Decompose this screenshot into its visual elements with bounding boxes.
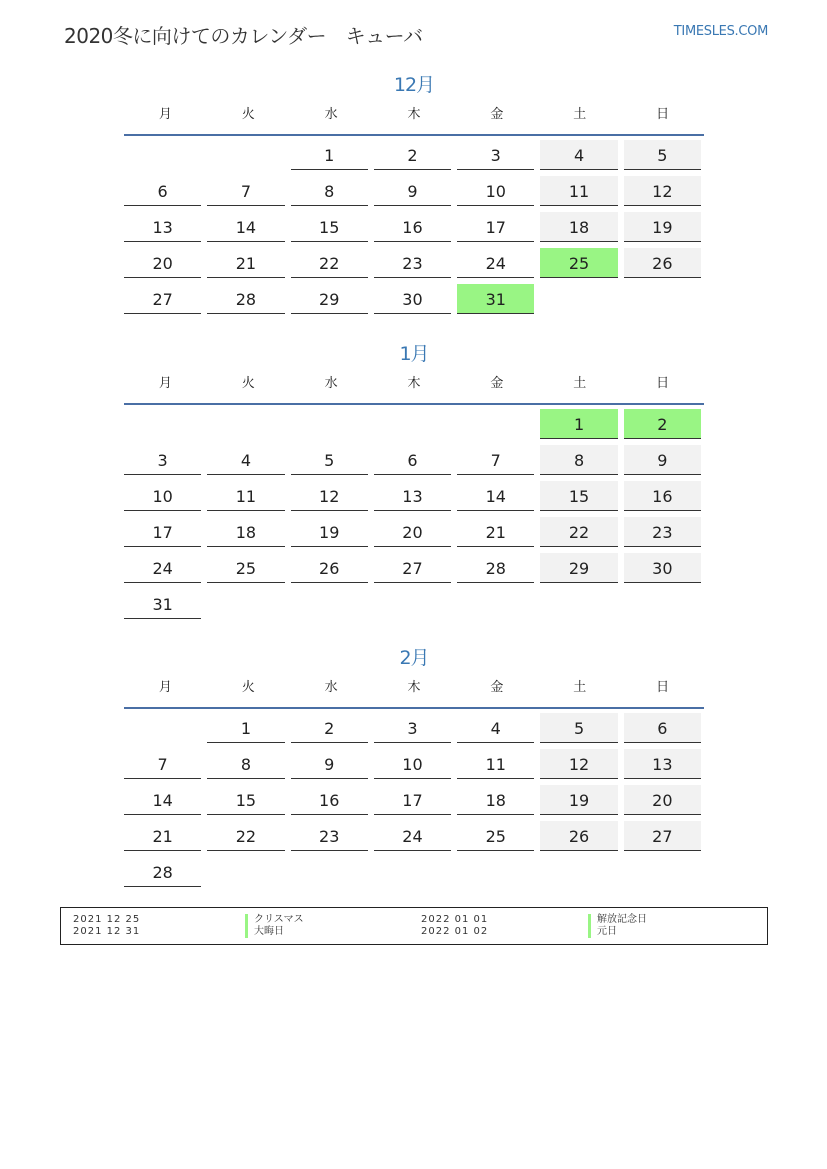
weekday-label: 金 <box>490 376 504 391</box>
day-cell[interactable]: 9 <box>624 445 701 475</box>
day-cell[interactable]: 3 <box>374 713 451 743</box>
day-cell[interactable]: 14 <box>124 785 201 815</box>
day-cell[interactable]: 16 <box>291 785 368 815</box>
weekday-label: 火 <box>241 107 255 122</box>
week-row <box>124 280 704 316</box>
day-cell[interactable]: 9 <box>374 176 451 206</box>
day-cell[interactable]: 21 <box>124 821 201 851</box>
weekday-label: 火 <box>241 680 255 695</box>
day-cell[interactable]: 19 <box>291 517 368 547</box>
day-cell[interactable]: 16 <box>374 212 451 242</box>
empty-cell <box>124 409 201 438</box>
day-cell[interactable]: 1 <box>291 140 368 170</box>
legend-name: クリスマス <box>245 914 304 926</box>
weekday-label: 日 <box>656 376 670 391</box>
day-cell[interactable]: 18 <box>457 785 534 815</box>
day-cell[interactable]: 13 <box>374 481 451 511</box>
day-cell[interactable]: 25 <box>457 821 534 851</box>
day-cell[interactable]: 8 <box>207 749 284 779</box>
day-cell[interactable]: 2 <box>291 713 368 743</box>
day-cell[interactable]: 3 <box>124 445 201 475</box>
day-cell[interactable]: 5 <box>624 140 701 170</box>
day-cell[interactable]: 20 <box>124 248 201 278</box>
day-cell[interactable]: 17 <box>124 517 201 547</box>
day-cell[interactable]: 26 <box>624 248 701 278</box>
day-cell[interactable]: 7 <box>457 445 534 475</box>
weekday-label: 月 <box>158 107 172 122</box>
weekday-label: 日 <box>656 107 670 122</box>
page-title: 2020冬に向けてのカレンダー キューバ <box>64 24 423 48</box>
day-cell[interactable]: 22 <box>207 821 284 851</box>
day-cell[interactable]: 7 <box>207 176 284 206</box>
empty-cell <box>457 409 534 438</box>
day-cell[interactable]: 12 <box>624 176 701 206</box>
empty-cell <box>624 589 701 618</box>
legend-name: 元日 <box>588 926 617 938</box>
legend-date: 2022 01 02 <box>421 926 489 937</box>
day-cell[interactable]: 20 <box>624 785 701 815</box>
empty-cell <box>540 589 617 618</box>
empty-cell <box>374 857 451 886</box>
empty-cell <box>124 140 201 169</box>
week-row <box>124 709 704 745</box>
day-cell[interactable]: 31 <box>124 589 201 619</box>
empty-cell <box>374 589 451 618</box>
weekday-label: 金 <box>490 107 504 122</box>
day-cell[interactable]: 24 <box>374 821 451 851</box>
day-cell[interactable]: 29 <box>540 553 617 583</box>
holiday-day-cell[interactable]: 25 <box>540 248 617 278</box>
holiday-day-cell[interactable]: 31 <box>457 284 534 314</box>
weekday-header <box>124 673 704 709</box>
day-cell[interactable]: 16 <box>624 481 701 511</box>
empty-cell <box>207 857 284 886</box>
day-cell[interactable]: 6 <box>624 713 701 743</box>
week-row <box>124 244 704 280</box>
weekday-label: 水 <box>324 376 338 391</box>
day-cell[interactable]: 6 <box>374 445 451 475</box>
week-row <box>124 441 704 477</box>
empty-cell <box>124 713 201 742</box>
weekday-label: 火 <box>241 376 255 391</box>
day-cell[interactable]: 26 <box>540 821 617 851</box>
legend-date: 2021 12 25 <box>73 914 141 925</box>
weekday-label: 金 <box>490 680 504 695</box>
holiday-legend <box>60 907 768 945</box>
week-row <box>124 172 704 208</box>
weekday-label: 水 <box>324 680 338 695</box>
day-cell[interactable]: 30 <box>374 284 451 314</box>
day-cell[interactable]: 8 <box>291 176 368 206</box>
day-cell[interactable]: 6 <box>124 176 201 206</box>
day-cell[interactable]: 11 <box>457 749 534 779</box>
day-cell[interactable]: 11 <box>540 176 617 206</box>
weekday-label: 水 <box>324 107 338 122</box>
empty-cell <box>457 857 534 886</box>
day-cell[interactable]: 21 <box>457 517 534 547</box>
day-cell[interactable]: 12 <box>291 481 368 511</box>
week-row <box>124 853 704 889</box>
day-cell[interactable]: 1 <box>207 713 284 743</box>
day-cell[interactable]: 18 <box>540 212 617 242</box>
day-cell[interactable]: 28 <box>457 553 534 583</box>
empty-cell <box>540 284 617 313</box>
empty-cell <box>457 589 534 618</box>
week-row <box>124 745 704 781</box>
empty-cell <box>374 409 451 438</box>
day-cell[interactable]: 10 <box>374 749 451 779</box>
week-row <box>124 513 704 549</box>
week-row <box>124 208 704 244</box>
weekday-label: 木 <box>407 107 421 122</box>
week-row <box>124 585 704 621</box>
weekday-label: 月 <box>158 376 172 391</box>
weekday-header <box>124 369 704 405</box>
site-link[interactable]: TIMESLES.COM <box>673 24 768 39</box>
day-cell[interactable]: 18 <box>207 517 284 547</box>
day-cell[interactable]: 25 <box>207 553 284 583</box>
day-cell[interactable]: 24 <box>457 248 534 278</box>
empty-cell <box>291 589 368 618</box>
weekday-header <box>124 100 704 136</box>
legend-date: 2021 12 31 <box>73 926 141 937</box>
day-cell[interactable]: 19 <box>540 785 617 815</box>
day-cell[interactable]: 23 <box>624 517 701 547</box>
day-cell[interactable]: 21 <box>207 248 284 278</box>
day-cell[interactable]: 28 <box>124 857 201 887</box>
day-cell[interactable]: 8 <box>540 445 617 475</box>
day-cell[interactable]: 4 <box>207 445 284 475</box>
day-cell[interactable]: 28 <box>207 284 284 314</box>
empty-cell <box>291 409 368 438</box>
legend-date: 2022 01 01 <box>421 914 489 925</box>
legend-name: 大晦日 <box>245 926 284 938</box>
weekday-label: 土 <box>573 107 587 122</box>
day-cell[interactable]: 4 <box>457 713 534 743</box>
day-cell[interactable]: 23 <box>291 821 368 851</box>
month-title: 2月 <box>399 647 429 669</box>
week-row <box>124 781 704 817</box>
day-cell[interactable]: 17 <box>457 212 534 242</box>
day-cell[interactable]: 20 <box>374 517 451 547</box>
day-cell[interactable]: 17 <box>374 785 451 815</box>
day-cell[interactable]: 5 <box>291 445 368 475</box>
day-cell[interactable]: 27 <box>624 821 701 851</box>
day-cell[interactable]: 29 <box>291 284 368 314</box>
day-cell[interactable]: 15 <box>207 785 284 815</box>
empty-cell <box>207 589 284 618</box>
empty-cell <box>207 409 284 438</box>
day-cell[interactable]: 22 <box>291 248 368 278</box>
day-cell[interactable]: 4 <box>540 140 617 170</box>
weekday-label: 月 <box>158 680 172 695</box>
day-cell[interactable]: 23 <box>374 248 451 278</box>
day-cell[interactable]: 27 <box>374 553 451 583</box>
week-row <box>124 405 704 441</box>
day-cell[interactable]: 10 <box>457 176 534 206</box>
day-cell[interactable]: 13 <box>124 212 201 242</box>
legend-name: 解放記念日 <box>588 914 647 926</box>
month-block <box>124 70 704 316</box>
day-cell[interactable]: 11 <box>207 481 284 511</box>
weekday-label: 日 <box>656 680 670 695</box>
day-cell[interactable]: 14 <box>457 481 534 511</box>
week-row <box>124 817 704 853</box>
day-cell[interactable]: 19 <box>624 212 701 242</box>
day-cell[interactable]: 5 <box>540 713 617 743</box>
month-title: 1月 <box>399 343 429 365</box>
week-row <box>124 477 704 513</box>
month-title: 12月 <box>393 74 435 96</box>
day-cell[interactable]: 22 <box>540 517 617 547</box>
day-cell[interactable]: 2 <box>374 140 451 170</box>
day-cell[interactable]: 12 <box>540 749 617 779</box>
day-cell[interactable]: 9 <box>291 749 368 779</box>
day-cell[interactable]: 7 <box>124 749 201 779</box>
day-cell[interactable]: 10 <box>124 481 201 511</box>
day-cell[interactable]: 26 <box>291 553 368 583</box>
holiday-day-cell[interactable]: 1 <box>540 409 617 439</box>
month-block <box>124 643 704 889</box>
week-row <box>124 136 704 172</box>
empty-cell <box>291 857 368 886</box>
weekday-label: 土 <box>573 376 587 391</box>
weekday-label: 木 <box>407 376 421 391</box>
month-block <box>124 339 704 621</box>
day-cell[interactable]: 30 <box>624 553 701 583</box>
day-cell[interactable]: 3 <box>457 140 534 170</box>
day-cell[interactable]: 27 <box>124 284 201 314</box>
day-cell[interactable]: 15 <box>291 212 368 242</box>
day-cell[interactable]: 13 <box>624 749 701 779</box>
weekday-label: 土 <box>573 680 587 695</box>
holiday-day-cell[interactable]: 2 <box>624 409 701 439</box>
day-cell[interactable]: 14 <box>207 212 284 242</box>
empty-cell <box>540 857 617 886</box>
day-cell[interactable]: 24 <box>124 553 201 583</box>
empty-cell <box>624 857 701 886</box>
empty-cell <box>207 140 284 169</box>
empty-cell <box>624 284 701 313</box>
weekday-label: 木 <box>407 680 421 695</box>
week-row <box>124 549 704 585</box>
day-cell[interactable]: 15 <box>540 481 617 511</box>
